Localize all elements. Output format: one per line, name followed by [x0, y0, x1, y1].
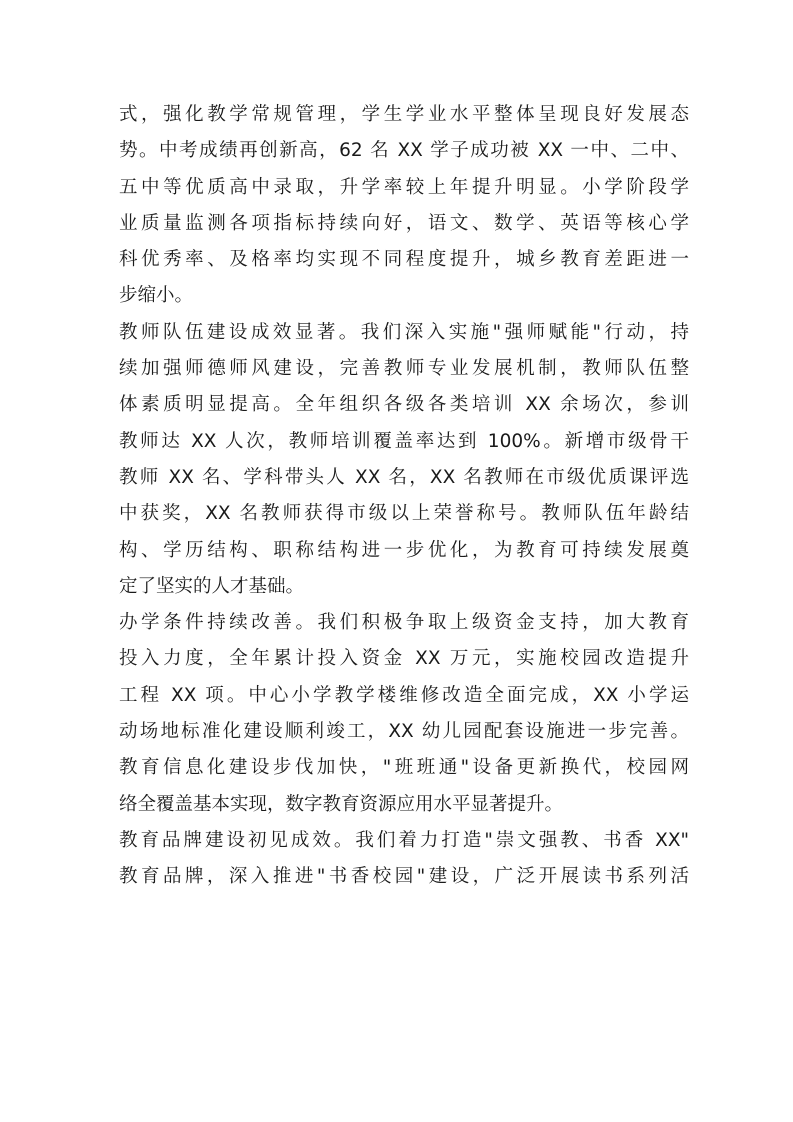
text-line: 续加强师德师风建设，完善教师专业发展机制，教师队伍整: [119, 358, 689, 380]
text-line: 科优秀率、及格率均实现不同程度提升，城乡教育差距进一: [119, 249, 689, 271]
paragraph-brand: [119, 823, 689, 896]
text-line: 教师 XX 名、学科带头人 XX 名，XX 名教师在市级优质课评选: [119, 466, 689, 488]
text-line: 工程 XX 项。中心小学教学楼维修改造全面完成，XX 小学运: [119, 684, 689, 706]
text-line: 教师达 XX 人次，教师培训覆盖率达到 100%。新增市级骨干: [119, 430, 689, 452]
text-line: 动场地标准化建设顺利竣工，XX 幼儿园配套设施进一步完善。: [119, 721, 689, 743]
text-line: 办学条件持续改善。我们积极争取上级资金支持，加大教育: [119, 612, 689, 634]
text-line: 业质量监测各项指标持续向好，语文、数学、英语等核心学: [119, 212, 689, 234]
text-line: 式，强化教学常规管理，学生学业水平整体呈现良好发展态: [119, 104, 689, 125]
paragraph-teachers: [119, 315, 689, 605]
text-line: 势。中考成绩再创新高，62 名 XX 学子成功被 XX 一中、二中、: [119, 140, 689, 162]
text-line: 五中等优质高中录取，升学率较上年提升明显。小学阶段学: [119, 176, 689, 198]
text-line: 定了坚实的人才基础。: [119, 575, 305, 597]
text-line: 教师队伍建设成效显著。我们深入实施"强师赋能"行动，持: [119, 321, 689, 343]
body-text: [119, 97, 689, 896]
paragraph-conditions: [119, 605, 689, 823]
paragraph-academic: [119, 97, 689, 315]
text-line: 体素质明显提高。全年组织各级各类培训 XX 余场次，参训: [119, 394, 689, 416]
text-line: 教育品牌建设初见成效。我们着力打造"崇文强教、书香 XX": [119, 829, 689, 851]
text-line: 中获奖，XX 名教师获得市级以上荣誉称号。教师队伍年龄结: [119, 503, 689, 525]
text-line: 构、学历结构、职称结构进一步优化，为教育可持续发展奠: [119, 539, 689, 561]
text-line: 教育信息化建设步伐加快，"班班通"设备更新换代，校园网: [119, 757, 689, 779]
text-line: 步缩小。: [119, 285, 194, 307]
text-line: 投入力度，全年累计投入资金 XX 万元，实施校园改造提升: [119, 648, 689, 670]
text-line: 络全覆盖基本实现，数字教育资源应用水平显著提升。: [119, 793, 564, 815]
text-line: 教育品牌，深入推进"书香校园"建设，广泛开展读书系列活: [119, 866, 689, 888]
